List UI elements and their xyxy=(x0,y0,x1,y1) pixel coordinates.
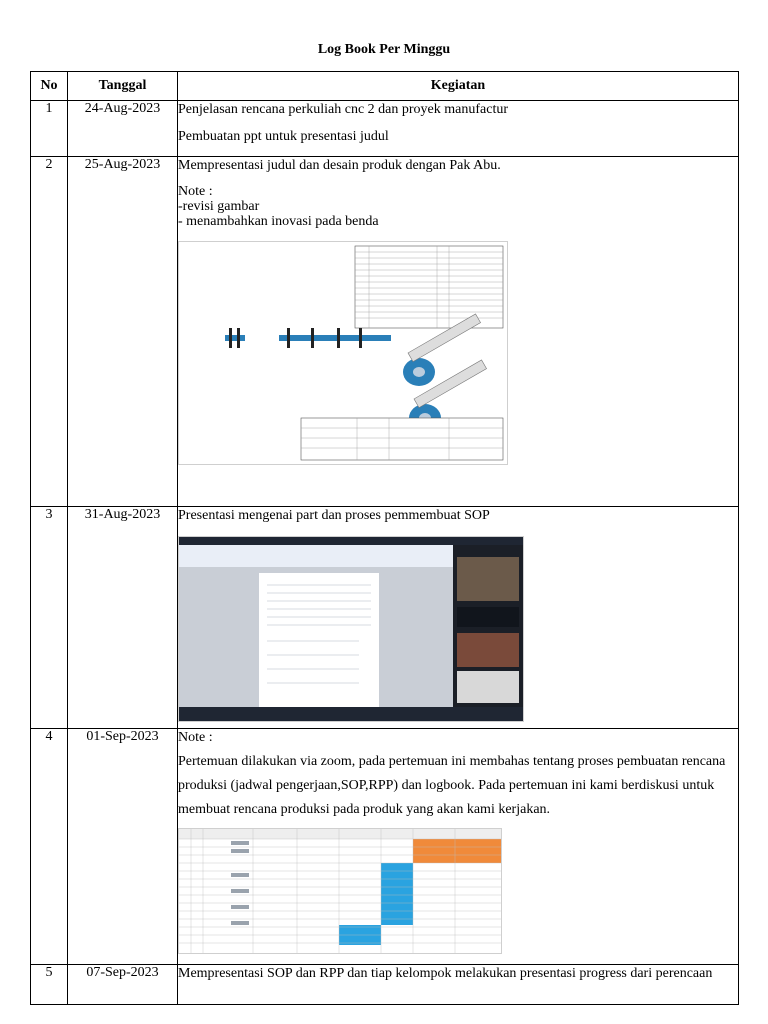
production-plan-table-image xyxy=(178,828,502,954)
row-number: 3 xyxy=(31,507,68,729)
note-label: Note : xyxy=(178,730,213,745)
activity-line: Presentasi mengenai part dan proses pemmembuat SOP xyxy=(178,508,490,523)
activity-line: Penjelasan rencana perkuliah cnc 2 dan proyek manufactur xyxy=(178,102,509,117)
meeting-paragraph: Pertemuan dilakukan via zoom, pada pertemuan ini membahas tentang proses pembuatan rencana produksi (jadwal pengerjaan,SOP,RPP) dan logbook. Pada pertemuan ini kami berdiskusi untuk membuat rencana produksi pada produk yang akan kami kerjakan. xyxy=(178,754,726,817)
logbook-table xyxy=(30,71,739,1005)
table-row xyxy=(31,101,739,157)
cad-drawing-illustration xyxy=(179,242,507,464)
row-number: 1 xyxy=(31,101,68,157)
header-activity: Kegiatan xyxy=(178,72,739,101)
zoom-meeting-screenshot xyxy=(178,536,524,722)
row-activity xyxy=(178,729,739,965)
production-plan-illustration xyxy=(179,829,501,953)
header-no: No xyxy=(31,72,68,101)
header-date: Tanggal xyxy=(68,72,178,101)
row-date: 01-Sep-2023 xyxy=(68,729,178,965)
cad-drawing-image xyxy=(178,241,508,465)
activity-line: Mempresentasi SOP dan RPP dan tiap kelompok melakukan presentasi progress dari perencaan xyxy=(178,966,713,981)
note-label: Note : xyxy=(178,184,213,199)
table-row xyxy=(31,965,739,1005)
table-row xyxy=(31,507,739,729)
row-activity xyxy=(178,507,739,729)
table-row xyxy=(31,157,739,507)
zoom-meeting-illustration xyxy=(179,537,523,721)
row-activity xyxy=(178,157,739,507)
row-number: 2 xyxy=(31,157,68,507)
row-date: 25-Aug-2023 xyxy=(68,157,178,507)
note-item: - menambahkan inovasi pada benda xyxy=(178,214,379,229)
activity-line: Mempresentasi judul dan desain produk dengan Pak Abu. xyxy=(178,158,501,173)
table-row xyxy=(31,729,739,965)
row-number: 4 xyxy=(31,729,68,965)
note-item: -revisi gambar xyxy=(178,199,260,214)
page-title: Log Book Per Minggu xyxy=(317,42,451,57)
table-header-row xyxy=(31,72,739,101)
activity-line: Pembuatan ppt untuk presentasi judul xyxy=(178,129,389,144)
row-date: 24-Aug-2023 xyxy=(68,101,178,157)
row-activity xyxy=(178,101,739,157)
row-date: 07-Sep-2023 xyxy=(68,965,178,1005)
row-activity xyxy=(178,965,739,1005)
row-date: 31-Aug-2023 xyxy=(68,507,178,729)
row-number: 5 xyxy=(31,965,68,1005)
